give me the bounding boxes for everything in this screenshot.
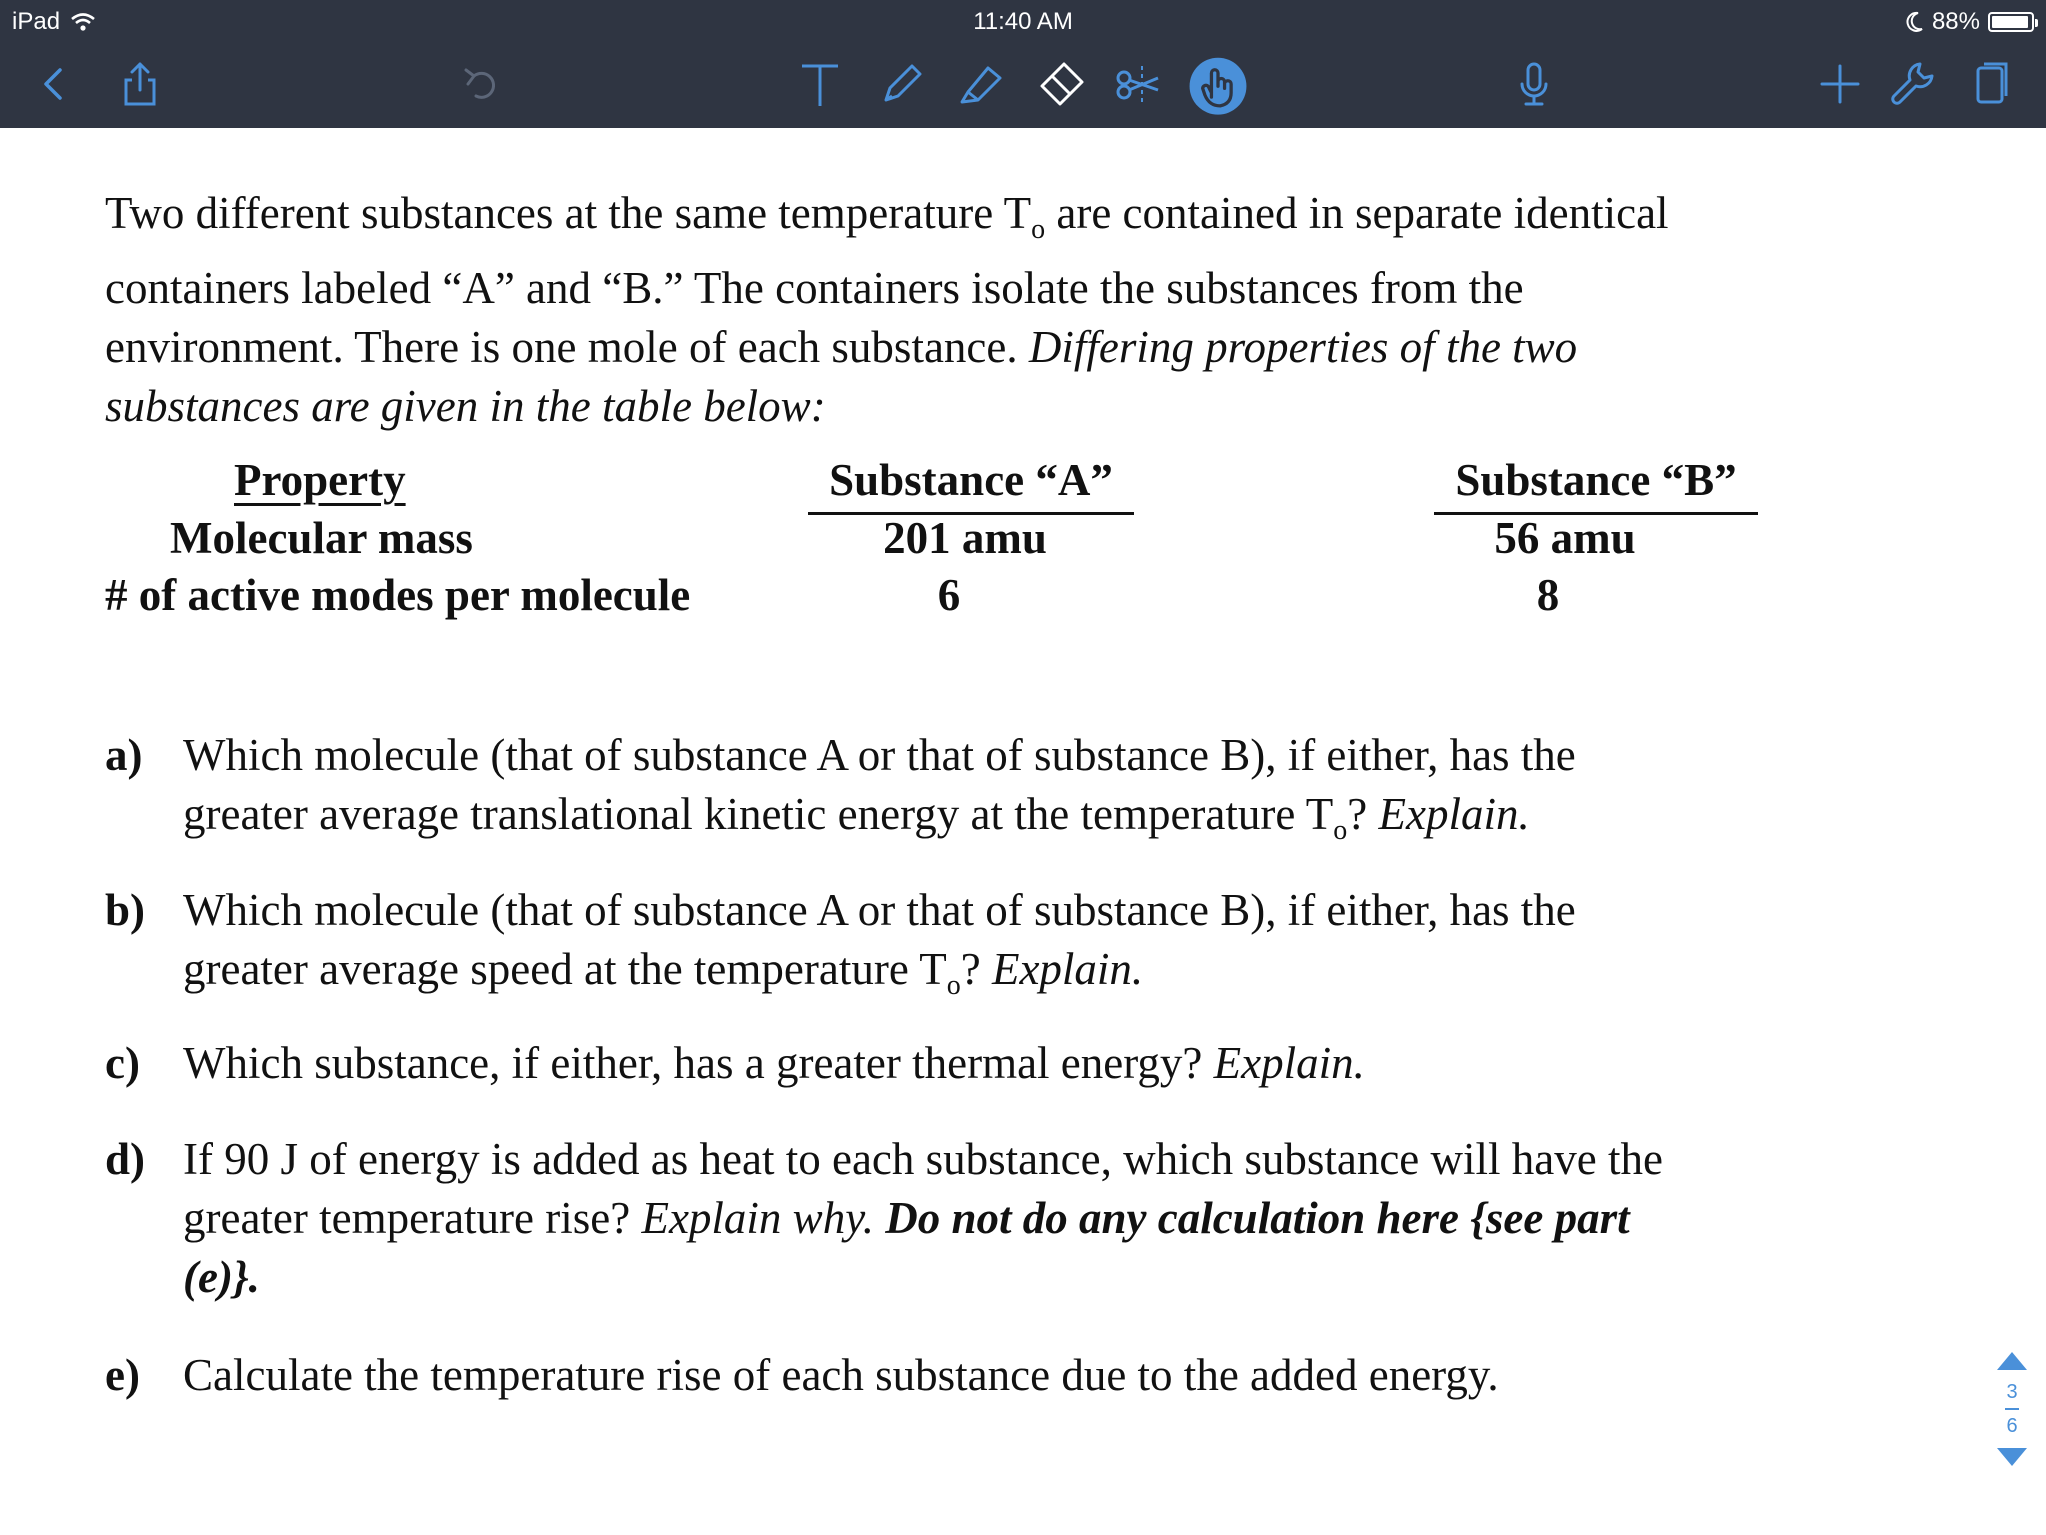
question-text: If 90 J of energy is added as heat to each substance, which substance will have the greater temperature rise? Explain why. Do not do any calculation here {see part (e)}. <box>183 1134 1663 1302</box>
pen-icon[interactable] <box>868 52 932 116</box>
pages-icon[interactable] <box>1958 52 2022 116</box>
table-cell-a-value: 201 amu <box>883 513 1047 563</box>
question-text: Calculate the temperature rise of each substance due to the added energy. <box>183 1350 1499 1400</box>
question-text: Which molecule (that of substance A or that of substance B), if either, has the greater average translational kinetic energy at the temperature $T_o$? Explain. <box>183 730 1576 846</box>
table-cell-property: Molecular mass <box>170 513 473 563</box>
eraser-icon[interactable] <box>1030 52 1094 116</box>
table-cell-b-value: 56 amu <box>1494 513 1636 563</box>
table-header-substance-b: Substance “B” <box>1434 452 1758 515</box>
share-icon[interactable] <box>108 52 172 116</box>
text-icon[interactable] <box>788 52 852 116</box>
table-header-property: Property <box>234 455 406 505</box>
battery-icon <box>1988 12 2034 32</box>
document-page <box>0 128 2046 1535</box>
scissors-icon[interactable] <box>1108 52 1172 116</box>
hand-icon[interactable] <box>1180 52 1256 116</box>
next-page-icon[interactable] <box>1997 1448 2027 1466</box>
table-cell-b-value: 8 <box>1536 570 1560 620</box>
add-icon[interactable] <box>1808 52 1872 116</box>
current-page: 3 <box>2006 1381 2018 1403</box>
question-text: Which molecule (that of substance A or that of substance B), if either, has the greater average speed at the temperature $T_o$? Explain. <box>183 885 1576 1001</box>
table-cell-a-value: 6 <box>937 570 961 620</box>
question-label: c) <box>105 1038 140 1088</box>
status-right <box>1904 4 2034 40</box>
intro-paragraph <box>105 184 1965 436</box>
table-cell-property: # of active modes per molecule <box>105 570 691 620</box>
intro-line-1: Two different substances at the same temperature $T_o$ are contained in separate identical <box>105 188 1669 245</box>
device-name: iPad <box>12 8 61 35</box>
question-label: b) <box>105 885 146 935</box>
highlighter-icon[interactable] <box>948 52 1012 116</box>
back-icon[interactable] <box>22 52 86 116</box>
table-header-substance-a: Substance “A” <box>808 452 1134 515</box>
undo-icon[interactable] <box>450 52 514 116</box>
intro-line-4: substances are given in the table below: <box>105 381 826 431</box>
battery-percent: 88% <box>1931 8 1980 35</box>
wrench-icon[interactable] <box>1880 52 1944 116</box>
moon-icon <box>1904 11 1924 33</box>
top-bar <box>0 0 2046 128</box>
question-label: e) <box>105 1350 140 1400</box>
question-label: a) <box>105 730 143 780</box>
previous-page-icon[interactable] <box>1997 1352 2027 1370</box>
page-divider <box>2005 1408 2019 1410</box>
total-pages: 6 <box>2006 1415 2018 1437</box>
clock: 11:40 AM <box>973 8 1073 35</box>
intro-line-3: environment. There is one mole of each substance. Differing properties of the two <box>105 322 1578 372</box>
intro-line-2: containers labeled “A” and “B.” The containers isolate the substances from the <box>105 263 1524 313</box>
page-indicator <box>1994 1352 2030 1490</box>
question-text: Which substance, if either, has a greater thermal energy? Explain. <box>183 1038 1365 1088</box>
question-label: d) <box>105 1134 146 1184</box>
microphone-icon[interactable] <box>1502 52 1566 116</box>
